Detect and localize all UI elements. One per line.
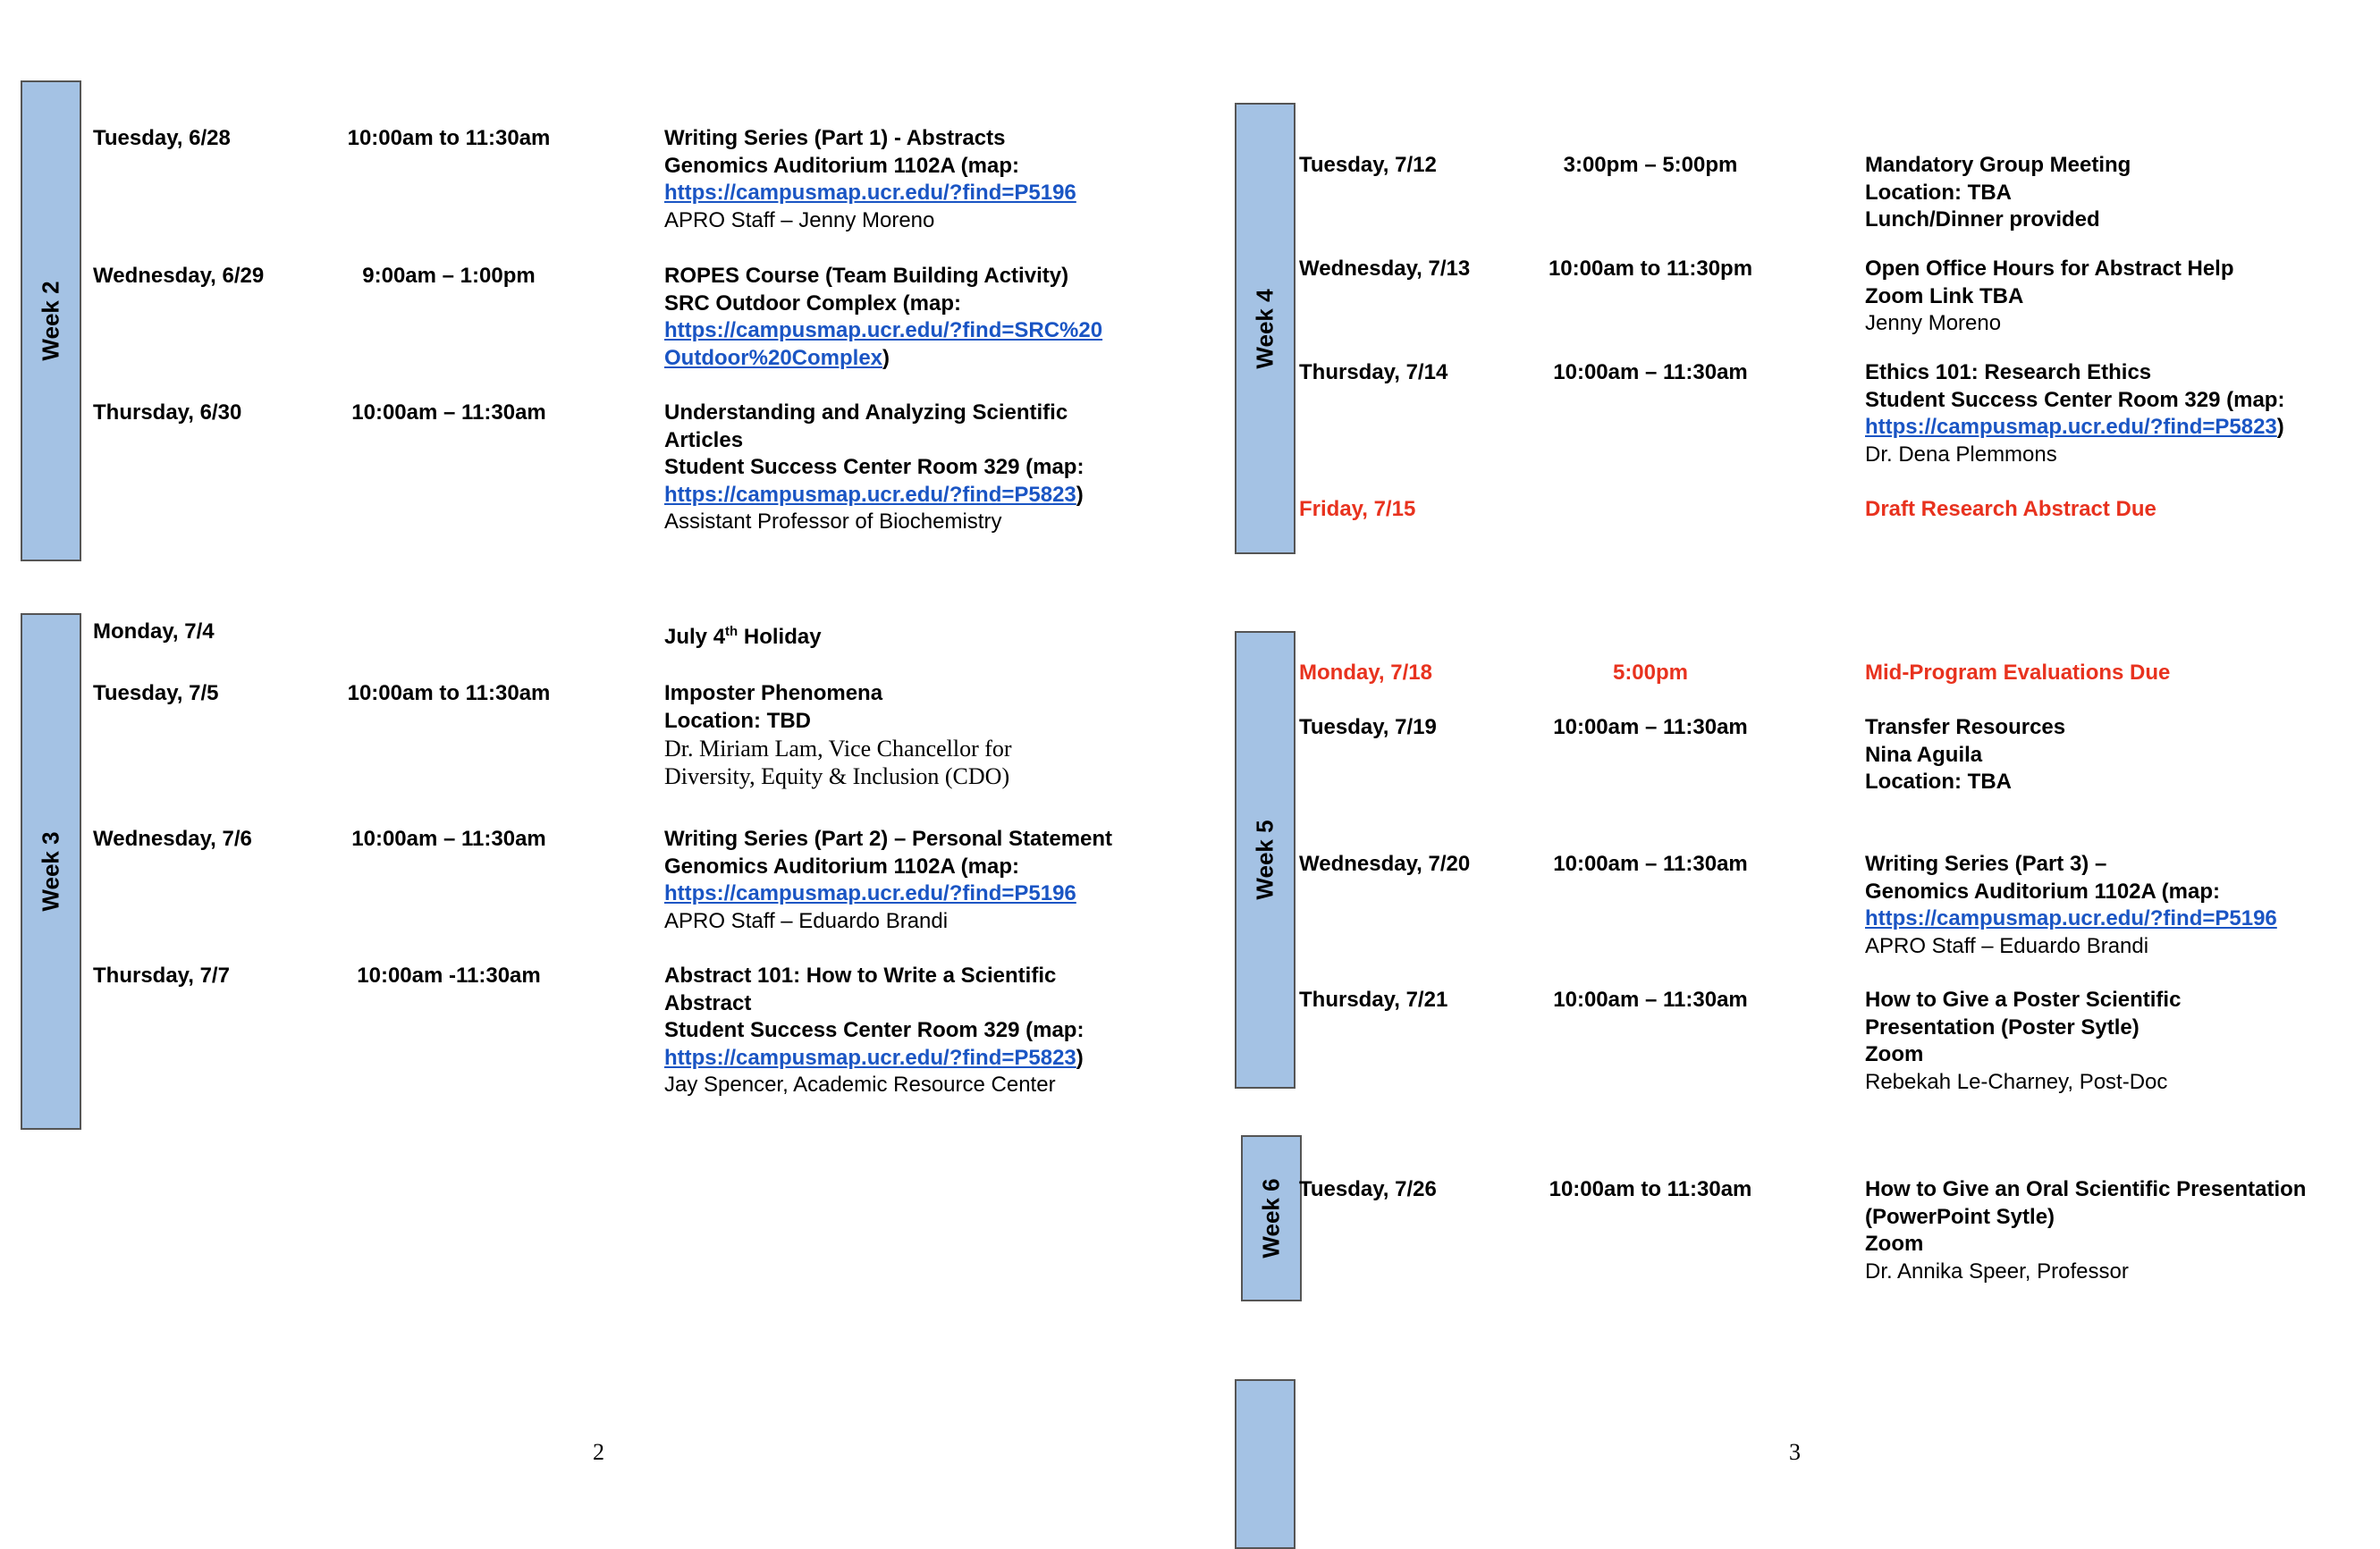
- event-date: Wednesday, 7/13: [1299, 257, 1471, 281]
- event-location: Genomics Auditorium 1102A (map:: [1865, 879, 2220, 904]
- event-location: Location: TBD: [664, 708, 811, 733]
- event-time: 3:00pm – 5:00pm: [1563, 153, 1738, 177]
- closing-paren: ): [1076, 482, 1084, 507]
- week-2-bar: [21, 80, 81, 561]
- event-presenter: APRO Staff – Eduardo Brandi: [1865, 933, 2149, 958]
- event-time: 10:00am to 11:30am: [347, 681, 551, 705]
- map-link-continued[interactable]: Outdoor%20Complex: [664, 345, 883, 370]
- event-time: 5:00pm: [1612, 661, 1689, 685]
- map-link[interactable]: https://campusmap.ucr.edu/?find=P5823: [664, 1045, 1076, 1070]
- closing-paren: ): [882, 345, 890, 370]
- event-title: Transfer Resources: [1865, 715, 2066, 739]
- event-details: [1865, 152, 2131, 234]
- event-presenter: Jenny Moreno: [1865, 311, 2002, 335]
- event-time: 10:00am – 11:30am: [351, 827, 546, 851]
- event-title: ROPES Course (Team Building Activity): [664, 264, 1069, 288]
- map-link[interactable]: https://campusmap.ucr.edu/?find=P5196: [664, 181, 1076, 205]
- event-title-continued: Abstract: [664, 990, 752, 1015]
- event-details: [1865, 660, 2170, 687]
- event-date: Thursday, 7/7: [93, 964, 230, 988]
- week-4-bar: [1235, 103, 1295, 554]
- event-details: [1865, 987, 2181, 1096]
- event-title: Writing Series (Part 3) –: [1865, 852, 2107, 876]
- map-link[interactable]: https://campusmap.ucr.edu/?find=P5823: [1865, 415, 2277, 439]
- event-date: Thursday, 7/14: [1299, 360, 1448, 384]
- event-location: Student Success Center Room 329 (map:: [1865, 387, 2285, 412]
- event-title-continued: Presentation (Poster Sytle): [1865, 1014, 2139, 1040]
- week-5-bar: [1235, 631, 1295, 1089]
- event-title-continued: (PowerPoint Sytle): [1865, 1204, 2055, 1229]
- event-details: [1865, 851, 2277, 960]
- event-title: Imposter Phenomena: [664, 681, 883, 705]
- event-time: 10:00am – 11:30am: [1553, 715, 1748, 739]
- event-details: [664, 680, 1012, 790]
- event-date: Tuesday, 7/12: [1299, 153, 1437, 177]
- event-time: 10:00am to 11:30am: [1549, 1177, 1752, 1201]
- event-date: Tuesday, 7/26: [1299, 1177, 1437, 1201]
- event-location: Zoom: [1865, 1042, 1924, 1066]
- event-presenter: APRO Staff – Eduardo Brandi: [664, 908, 949, 933]
- week-3-bar: [21, 613, 81, 1130]
- next-week-bar: [1235, 1379, 1295, 1549]
- event-location: Zoom Link TBA: [1865, 283, 2024, 308]
- event-presenter: Jay Spencer, Academic Resource Center: [664, 1073, 1056, 1097]
- event-time: 10:00am – 11:30am: [351, 400, 546, 425]
- event-title-continued: Articles: [664, 427, 744, 452]
- event-presenter: Dr. Annika Speer, Professor: [1865, 1259, 2129, 1284]
- event-date: Wednesday, 7/6: [93, 827, 252, 851]
- week-2-label: Week 2: [37, 281, 64, 361]
- event-time: 10:00am -11:30am: [357, 964, 541, 988]
- event-presenter: APRO Staff – Jenny Moreno: [664, 207, 935, 232]
- week-6-label: Week 6: [1257, 1178, 1285, 1259]
- event-presenter: Rebekah Le-Charney, Post-Doc: [1865, 1069, 2168, 1094]
- event-location: Location: TBA: [1865, 770, 2012, 794]
- week-6-bar: [1241, 1135, 1302, 1301]
- event-date: Wednesday, 7/20: [1299, 852, 1471, 876]
- event-details: [664, 125, 1076, 234]
- event-time: 10:00am – 11:30am: [1553, 852, 1748, 876]
- event-details: [664, 619, 822, 652]
- event-details: [1865, 496, 2156, 524]
- event-title: Writing Series (Part 1) - Abstracts: [664, 126, 1006, 150]
- event-details: [1865, 1176, 2306, 1285]
- event-presenter: Assistant Professor of Biochemistry: [664, 509, 1002, 534]
- event-time: 10:00am to 11:30am: [347, 126, 551, 150]
- event-time: 10:00am – 11:30am: [1553, 988, 1748, 1012]
- event-time: 9:00am – 1:00pm: [362, 264, 536, 288]
- event-details: [664, 826, 1112, 935]
- page-number: 2: [593, 1439, 604, 1465]
- map-link[interactable]: https://campusmap.ucr.edu/?find=P5823: [664, 482, 1076, 507]
- map-link[interactable]: https://campusmap.ucr.edu/?find=SRC%20: [664, 318, 1103, 342]
- week-3-label: Week 3: [37, 831, 64, 912]
- closing-paren: ): [2276, 415, 2284, 439]
- event-title: July 4th Holiday: [664, 624, 822, 649]
- map-link[interactable]: https://campusmap.ucr.edu/?find=P5196: [664, 881, 1076, 905]
- map-link[interactable]: https://campusmap.ucr.edu/?find=P5196: [1865, 906, 2277, 930]
- event-title: Mid-Program Evaluations Due: [1865, 661, 2171, 685]
- event-time: 10:00am to 11:30pm: [1548, 257, 1753, 281]
- event-title: Abstract 101: How to Write a Scientific: [664, 964, 1057, 988]
- event-title: Open Office Hours for Abstract Help: [1865, 257, 2234, 281]
- event-date: Tuesday, 7/5: [93, 681, 219, 705]
- event-title: How to Give a Poster Scientific: [1865, 988, 2182, 1012]
- event-details: [664, 263, 1102, 372]
- event-location: Genomics Auditorium 1102A (map:: [664, 854, 1019, 879]
- event-details: [1865, 714, 2065, 796]
- page-2: [0, 0, 1190, 1539]
- event-location: Genomics Auditorium 1102A (map:: [664, 153, 1019, 178]
- event-presenter: Dr. Dena Plemmons: [1865, 442, 2057, 467]
- event-title: Ethics 101: Research Ethics: [1865, 360, 2152, 384]
- event-title: Draft Research Abstract Due: [1865, 497, 2156, 521]
- event-title: How to Give an Oral Scientific Presentation: [1865, 1177, 2307, 1201]
- page-3: [1190, 0, 2380, 1539]
- event-details: [664, 400, 1084, 536]
- event-date: Friday, 7/15: [1299, 497, 1416, 521]
- event-presenter-continued: Diversity, Equity & Inclusion (CDO): [664, 763, 1010, 789]
- event-date: Tuesday, 6/28: [93, 126, 231, 150]
- event-location: Student Success Center Room 329 (map:: [664, 455, 1085, 479]
- event-presenter: Dr. Miriam Lam, Vice Chancellor for: [664, 736, 1012, 762]
- page-number: 3: [1789, 1439, 1801, 1465]
- event-time: 10:00am – 11:30am: [1553, 360, 1748, 384]
- week-4-label: Week 4: [1251, 288, 1279, 369]
- event-title: Mandatory Group Meeting: [1865, 153, 2131, 177]
- event-location: Location: TBA: [1865, 180, 2012, 205]
- event-date: Monday, 7/18: [1299, 661, 1432, 685]
- event-details: [664, 963, 1084, 1099]
- event-note: Lunch/Dinner provided: [1865, 207, 2100, 232]
- week-5-label: Week 5: [1251, 820, 1279, 900]
- event-location: Zoom: [1865, 1232, 1924, 1256]
- closing-paren: ): [1076, 1045, 1084, 1070]
- event-date: Thursday, 6/30: [93, 400, 242, 425]
- event-title: Understanding and Analyzing Scientific: [664, 400, 1068, 425]
- event-details: [1865, 359, 2284, 468]
- event-details: [1865, 256, 2234, 338]
- event-date: Monday, 7/4: [93, 619, 215, 644]
- event-location: Student Success Center Room 329 (map:: [664, 1018, 1085, 1042]
- event-date: Thursday, 7/21: [1299, 988, 1448, 1012]
- event-presenter: Nina Aguila: [1865, 742, 1983, 767]
- event-date: Wednesday, 6/29: [93, 264, 265, 288]
- event-title: Writing Series (Part 2) – Personal Statement: [664, 827, 1113, 851]
- event-date: Tuesday, 7/19: [1299, 715, 1437, 739]
- event-location: SRC Outdoor Complex (map:: [664, 290, 962, 316]
